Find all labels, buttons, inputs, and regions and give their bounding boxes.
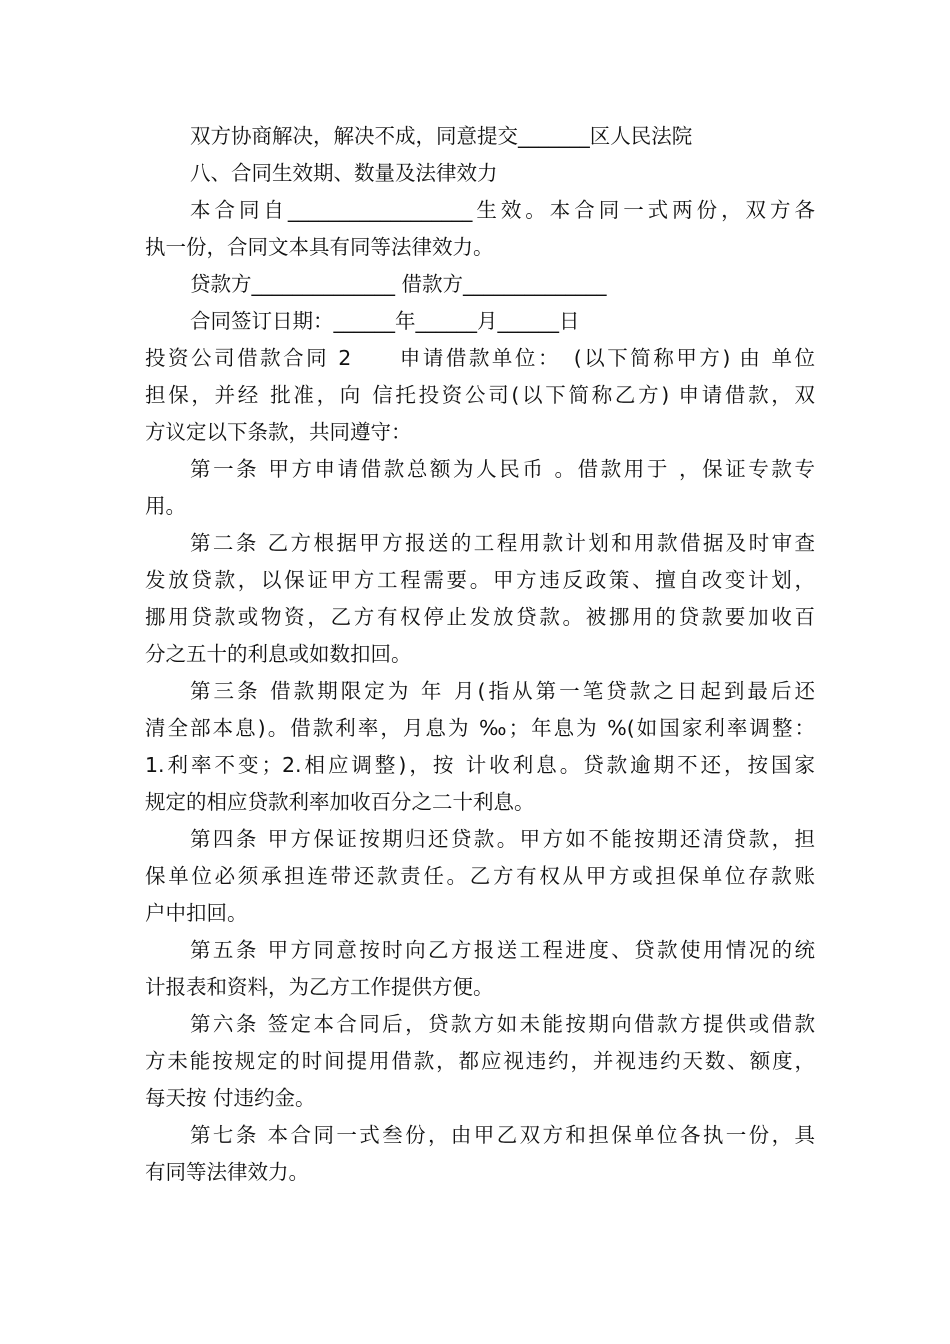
text-line: 执一份，合同文本具有同等法律效力。 — [145, 235, 494, 259]
text-line: 有同等法律效力。 — [145, 1160, 309, 1184]
text-line: 1.利率不变；2.相应调整)，按 计收利息。贷款逾期不还，按国家 — [145, 753, 815, 777]
text-line: 用。 — [145, 494, 186, 518]
text-line: 双方协商解决，解决不成，同意提交_______区人民法院 — [190, 124, 693, 148]
text-line: 第二条 乙方根据甲方报送的工程用款计划和用款借据及时审查 — [190, 531, 815, 555]
text-line: 第五条 甲方同意按时向乙方报送工程进度、贷款使用情况的统 — [190, 938, 815, 962]
text-line: 发放贷款，以保证甲方工程需要。甲方违反政策、擅自改变计划， — [145, 568, 815, 592]
text-line: 户中扣回。 — [145, 901, 248, 925]
text-line: 第六条 签定本合同后，贷款方如未能按期向借款方提供或借款 — [190, 1012, 815, 1036]
text-line: 合同签订日期：______年______月______日 — [190, 309, 580, 333]
text-line: 保单位必须承担连带还款责任。乙方有权从甲方或担保单位存款账 — [145, 864, 815, 888]
text-line: 本合同自__________________生效。本合同一式两份，双方各 — [190, 198, 815, 222]
text-line: 挪用贷款或物资，乙方有权停止发放贷款。被挪用的贷款要加收百 — [145, 605, 815, 629]
text-line: 计报表和资料，为乙方工作提供方便。 — [145, 975, 494, 999]
text-line: 每天按 付违约金。 — [145, 1086, 316, 1110]
text-line: 投资公司借款合同 2 申请借款单位： (以下简称甲方) 由 单位 — [145, 346, 815, 370]
text-line: 规定的相应贷款利率加收百分之二十利息。 — [145, 790, 535, 814]
text-line: 担保，并经 批准，向 信托投资公司(以下简称乙方) 申请借款，双 — [145, 383, 815, 407]
text-line: 八、合同生效期、数量及法律效力 — [190, 161, 498, 185]
text-line: 第七条 本合同一式叁份，由甲乙双方和担保单位各执一份，具 — [190, 1123, 815, 1147]
text-line: 第四条 甲方保证按期归还贷款。甲方如不能按期还清贷款，担 — [190, 827, 815, 851]
text-line: 清全部本息)。借款利率，月息为 ‰；年息为 %(如国家利率调整： — [145, 716, 815, 740]
text-line: 方议定以下条款，共同遵守： — [145, 420, 412, 444]
text-line: 第一条 甲方申请借款总额为人民币 。借款用于 ，保证专款专 — [190, 457, 815, 481]
text-line: 分之五十的利息或如数扣回。 — [145, 642, 412, 666]
text-line: 贷款方______________ 借款方______________ — [190, 272, 607, 296]
text-line: 方未能按规定的时间提用借款，都应视违约，并视违约天数、额度， — [145, 1049, 815, 1073]
text-line: 第三条 借款期限定为 年 月(指从第一笔贷款之日起到最后还 — [190, 679, 815, 703]
